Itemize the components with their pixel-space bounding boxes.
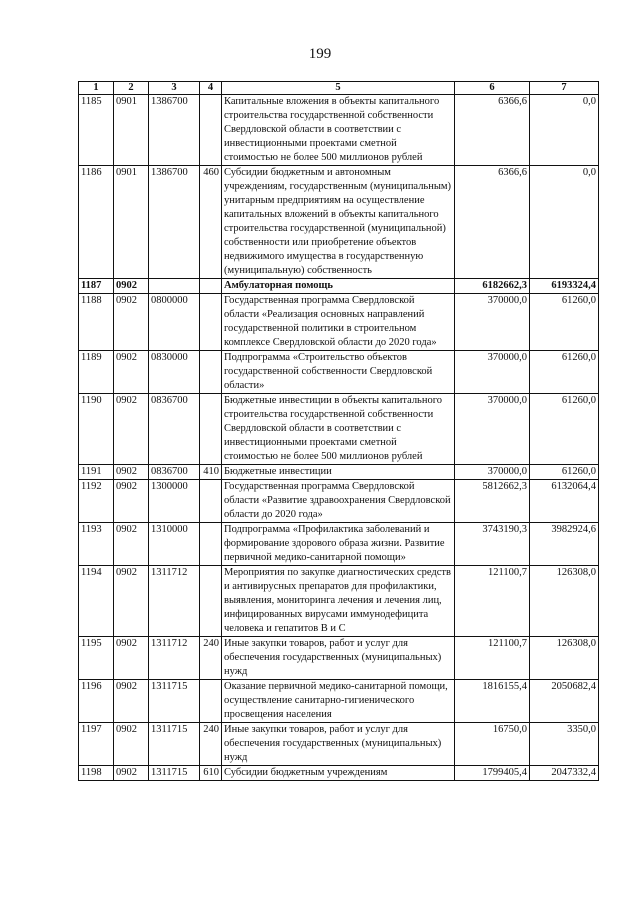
description: Подпрограмма «Строительство объектов государственной собственности Свердловской области» (222, 351, 455, 394)
expense-type-code (200, 480, 222, 523)
expense-type-code (200, 95, 222, 166)
amount-year-1: 370000,0 (455, 351, 530, 394)
row-number: 1189 (79, 351, 114, 394)
amount-year-2: 61260,0 (530, 465, 599, 480)
description: Государственная программа Свердловской области «Развитие здравоохранения Свердловской области до 2020 года» (222, 480, 455, 523)
amount-year-2: 61260,0 (530, 294, 599, 351)
description: Субсидии бюджетным и автономным учреждениям, государственным (муниципальным) унитарным предприятиям на осуществление капитальных вложений в объекты капитального строительства государственной (муниципальной) собственности или приобретение объектов недвижимого имущества в государственную (муниципальную) собственность (222, 166, 455, 279)
expense-type-code (200, 680, 222, 723)
description: Иные закупки товаров, работ и услуг для обеспечения государственных (муниципальных) нужд (222, 637, 455, 680)
section-code: 0902 (114, 637, 149, 680)
target-code: 1310000 (149, 523, 200, 566)
amount-year-1: 5812662,3 (455, 480, 530, 523)
amount-year-2: 126308,0 (530, 637, 599, 680)
amount-year-1: 121100,7 (455, 566, 530, 637)
target-code: 1311712 (149, 637, 200, 680)
target-code (149, 279, 200, 294)
table-row (79, 294, 599, 351)
section-code: 0902 (114, 723, 149, 766)
row-number: 1197 (79, 723, 114, 766)
expense-type-code: 460 (200, 166, 222, 279)
table-row (79, 566, 599, 637)
row-number: 1195 (79, 637, 114, 680)
table-row (79, 166, 599, 279)
section-code: 0902 (114, 465, 149, 480)
header-col-6: 6 (455, 82, 530, 95)
target-code: 1300000 (149, 480, 200, 523)
amount-year-2: 6132064,4 (530, 480, 599, 523)
description: Мероприятия по закупке диагностических средств и антивирусных препаратов для профилактики, выявления, мониторинга лечения и лечения лиц, инфицированных вирусами иммунодефицита человека и гепатитов В и С (222, 566, 455, 637)
row-number: 1194 (79, 566, 114, 637)
row-number: 1193 (79, 523, 114, 566)
header-col-4: 4 (200, 82, 222, 95)
amount-year-2: 61260,0 (530, 351, 599, 394)
amount-year-2: 3982924,6 (530, 523, 599, 566)
target-code: 0830000 (149, 351, 200, 394)
amount-year-1: 6366,6 (455, 95, 530, 166)
amount-year-2: 0,0 (530, 166, 599, 279)
row-number: 1192 (79, 480, 114, 523)
section-code: 0901 (114, 95, 149, 166)
expense-type-code (200, 523, 222, 566)
expense-type-code (200, 294, 222, 351)
row-number: 1187 (79, 279, 114, 294)
expense-type-code: 240 (200, 723, 222, 766)
table-row (79, 95, 599, 166)
amount-year-2: 126308,0 (530, 566, 599, 637)
description: Государственная программа Свердловской области «Реализация основных направлений государственной политики в строительном комплексе Свердловской области до 2020 года» (222, 294, 455, 351)
table-row (79, 394, 599, 465)
target-code: 1386700 (149, 95, 200, 166)
target-code: 1311715 (149, 723, 200, 766)
table-row (79, 637, 599, 680)
amount-year-1: 6366,6 (455, 166, 530, 279)
amount-year-2: 2047332,4 (530, 766, 599, 781)
expense-type-code (200, 566, 222, 637)
expense-type-code: 610 (200, 766, 222, 781)
table-row (79, 766, 599, 781)
description: Субсидии бюджетным учреждениям (222, 766, 455, 781)
target-code: 1311715 (149, 680, 200, 723)
expense-type-code: 410 (200, 465, 222, 480)
description: Оказание первичной медико-санитарной помощи, осуществление санитарно-гигиенического просвещения населения (222, 680, 455, 723)
section-code: 0902 (114, 279, 149, 294)
budget-table (78, 81, 599, 781)
target-code: 0836700 (149, 394, 200, 465)
target-code: 0800000 (149, 294, 200, 351)
table-row (79, 723, 599, 766)
section-code: 0902 (114, 394, 149, 465)
amount-year-2: 0,0 (530, 95, 599, 166)
row-number: 1190 (79, 394, 114, 465)
table-row (79, 680, 599, 723)
section-code: 0902 (114, 294, 149, 351)
row-number: 1191 (79, 465, 114, 480)
description: Бюджетные инвестиции (222, 465, 455, 480)
description: Иные закупки товаров, работ и услуг для обеспечения государственных (муниципальных) нужд (222, 723, 455, 766)
section-code: 0902 (114, 566, 149, 637)
description: Бюджетные инвестиции в объекты капитального строительства государственной собственности Свердловской области в соответствии с инвестиционными проектами сметной стоимостью не более 500 миллионов рублей (222, 394, 455, 465)
description: Подпрограмма «Профилактика заболеваний и формирование здорового образа жизни. Развитие первичной медико-санитарной помощи» (222, 523, 455, 566)
header-col-7: 7 (530, 82, 599, 95)
table-row (79, 465, 599, 480)
amount-year-1: 1816155,4 (455, 680, 530, 723)
amount-year-2: 61260,0 (530, 394, 599, 465)
target-code: 1311712 (149, 566, 200, 637)
amount-year-1: 370000,0 (455, 465, 530, 480)
row-number: 1186 (79, 166, 114, 279)
table-row (79, 279, 599, 294)
target-code: 1311715 (149, 766, 200, 781)
header-col-3: 3 (149, 82, 200, 95)
header-col-2: 2 (114, 82, 149, 95)
section-code: 0901 (114, 166, 149, 279)
header-row (79, 82, 599, 95)
row-number: 1185 (79, 95, 114, 166)
row-number: 1188 (79, 294, 114, 351)
section-code: 0902 (114, 351, 149, 394)
amount-year-1: 16750,0 (455, 723, 530, 766)
amount-year-1: 6182662,3 (455, 279, 530, 294)
expense-type-code (200, 394, 222, 465)
row-number: 1196 (79, 680, 114, 723)
amount-year-2: 2050682,4 (530, 680, 599, 723)
target-code: 0836700 (149, 465, 200, 480)
description: Капитальные вложения в объекты капитального строительства государственной собственности Свердловской области в соответствии с инвестиционными проектами сметной стоимостью не более 500 миллионов рублей (222, 95, 455, 166)
header-col-5: 5 (222, 82, 455, 95)
table-row (79, 351, 599, 394)
row-number: 1198 (79, 766, 114, 781)
table-row (79, 523, 599, 566)
expense-type-code (200, 351, 222, 394)
table-row (79, 480, 599, 523)
expense-type-code (200, 279, 222, 294)
page-number: 199 (308, 46, 332, 62)
section-code: 0902 (114, 523, 149, 566)
amount-year-1: 3743190,3 (455, 523, 530, 566)
section-code: 0902 (114, 480, 149, 523)
section-code: 0902 (114, 766, 149, 781)
amount-year-1: 1799405,4 (455, 766, 530, 781)
section-code: 0902 (114, 680, 149, 723)
amount-year-2: 3350,0 (530, 723, 599, 766)
expense-type-code: 240 (200, 637, 222, 680)
amount-year-1: 370000,0 (455, 394, 530, 465)
header-col-1: 1 (79, 82, 114, 95)
amount-year-2: 6193324,4 (530, 279, 599, 294)
amount-year-1: 370000,0 (455, 294, 530, 351)
target-code: 1386700 (149, 166, 200, 279)
description: Амбулаторная помощь (222, 279, 455, 294)
amount-year-1: 121100,7 (455, 637, 530, 680)
